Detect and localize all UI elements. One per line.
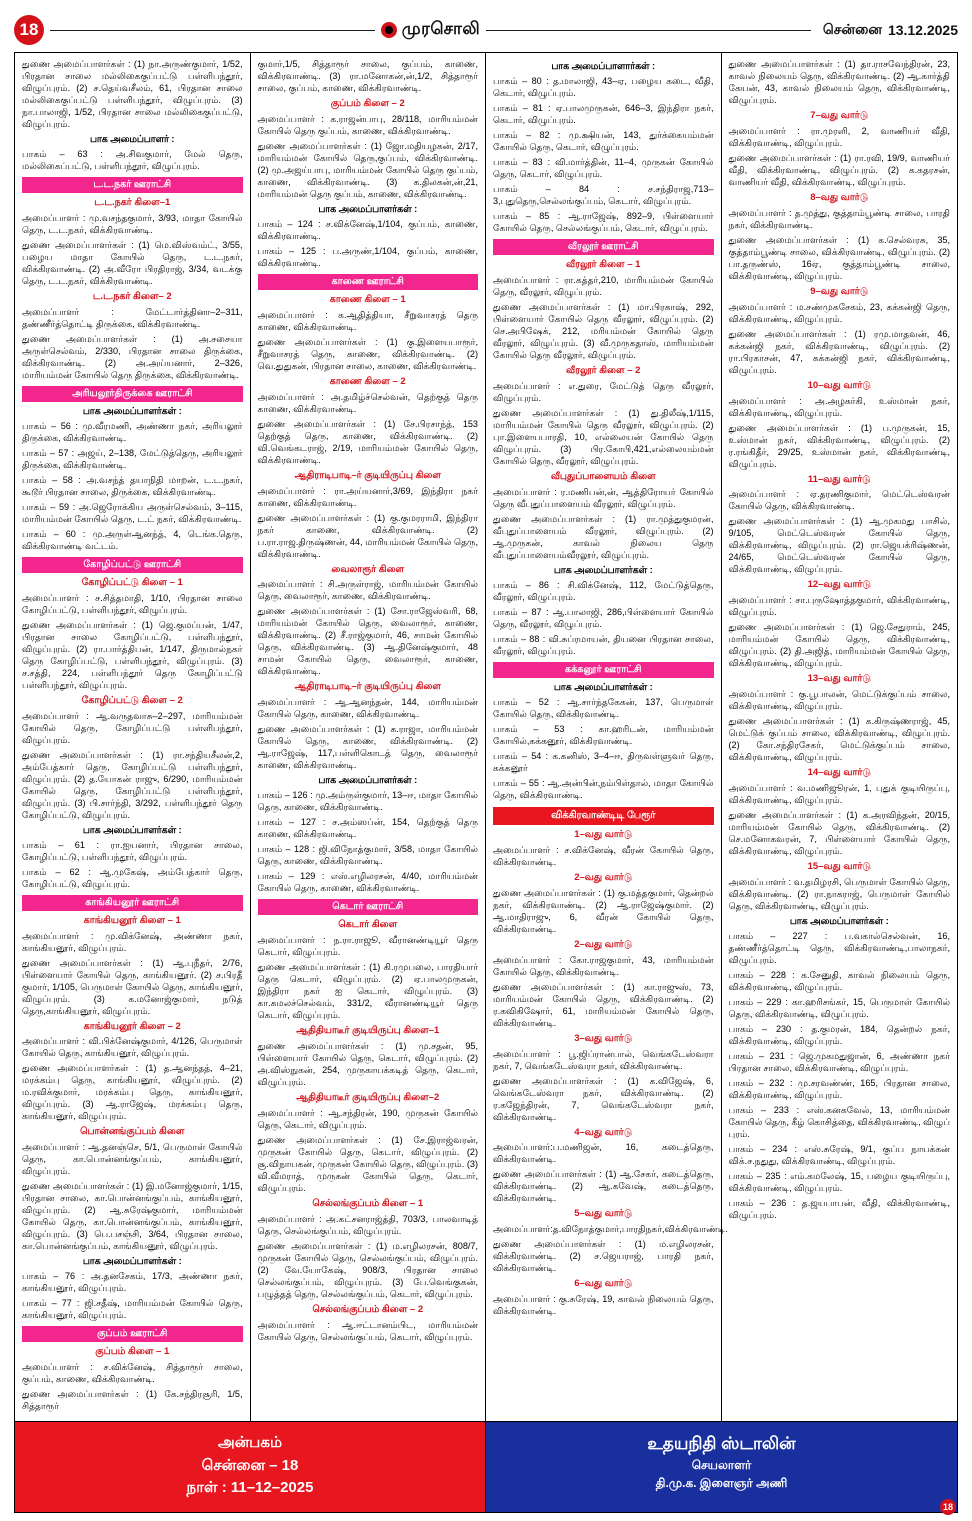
signatory-name: உதயநிதி ஸ்டாலின் <box>647 1434 796 1454</box>
town-heading: விக்கிரவாண்டிடி பேரூர் <box>493 807 714 825</box>
section-subheading: பாக அமைப்பாளர்கள் : <box>789 915 889 926</box>
paragraph: துணை அமைப்பாளர்கள் : (1) மா.பிரகாஷ், 292, பிள்ளையார் கோயில் தெரு வீரலூர், விழுப்புரம். (2) செ.அபிஷேக், 212, மரியம்மன் கோயில் தெரு வீரலூர், விழுப்புரம். (3) வீ.முருகதாஸ், மாரியம்மன் கோயில் தெரு வீரலூர், விழுப்புரம். <box>493 301 714 360</box>
paragraph: பாகம் – 61 : ரா.ஐயனார், பிரதான சாலை, கோழிப்பட்டு, பள்ளிபந்தூர், விழுப்புரம். <box>22 839 243 862</box>
paragraph: அமைப்பாளர் : எ.துரை, மேட்டுத் தெரு வீரலூர், விழுப்புரம். <box>493 380 714 403</box>
branch-heading: 4–வது வார்டு <box>574 1126 633 1138</box>
paragraph: துணை அமைப்பாளர்கள் : (1) மு.சதன், 95, பிள்ளையார் கோயில் தெரு, கெடார், விழுப்புரம். (2) அ.விஸ்நுகன், 254, முருகாயக்கடித் தெரு, கெடார், விழுப்புரம். <box>257 1041 478 1088</box>
paragraph: பாகம் – 126 : மு.அம்ருள்குமார், 13–ஈ, மாதா கோயில் தெரு, காணை, விக்கிரவாண்டி. <box>257 790 478 813</box>
section-subheading: பாக அமைப்பாளர்கள் : <box>553 564 653 575</box>
panchayat-heading: கெடார் ஊராட்சி <box>258 899 479 915</box>
branch-heading: வீரலூர் கிளை – 2 <box>566 364 641 376</box>
branch-heading: காணை கிளை – 2 <box>329 375 406 387</box>
paragraph: துணை அமைப்பாளர்கள் : (1) த.ஆனந்தத், 4–21, மரக்கம்பு தெரு, காங்கியனூர், விழுப்புரம். (2) ம.ரவிக்குமார், மரக்கம்பு தெரு, காங்கியனூர், விழுப்புரம். (3) ஆ.ராஜேஷ், மரக்கம்பு தெரு, காங்கியனூர், விழுப்புரம். <box>22 1063 243 1122</box>
paragraph: அமைப்பாளர் : வ.மணிஜூரன், 1, புதுக் குடியிருப்பு, விக்கிரவாண்டி, விழுப்புரம். <box>728 783 950 805</box>
column-4 <box>722 53 958 1421</box>
paragraph: அமைப்பாளர் : ஆ.ஆனந்தன், 144, மாரியம்மன் கோயில் தெரு, காணை, விக்கிரவாண்டி. <box>257 697 478 720</box>
paragraph: துணை அமைப்பாளர்கள் : (1) க.செல்வரசு, 35, குத்தாம்பூண்டி சாலை, விக்கிரவாண்டி, விழுப்புரம். (2) பா.தருண்ஸ், 16ஏ, குத்தாம்பூண்டி சாலை, விக்கிரவாண்டி, விழுப்புரம். <box>728 234 950 281</box>
panchayat-heading: குப்பம் ஊராட்சி <box>22 1326 243 1342</box>
paragraph: அமைப்பாளர் : வி.பிக்னேஷ்குமார், 4/126, பெருமாள் கோயில் தெரு, காங்கியனூர், விழுப்புரம். <box>22 1036 243 1059</box>
paragraph: துணை அமைப்பாளர்கள் : (1) ஆ.சேகர், கடைத்தெரு, விக்கிரவாண்டி. (2) ஆ.கவேஷ், கடைத்தெரு, விக்கிரவாண்டி. <box>493 1169 714 1204</box>
paragraph: அமைப்பாளர் : சி.அருள்ராஜ், மாரியம்மன் கோயில் தெரு, வைலாரூர், காணை, விக்கிரவாண்டி. <box>257 579 478 602</box>
branch-heading: குப்பம் கிளை – 2 <box>330 98 405 109</box>
paragraph: துணை அமைப்பாளர்கள் : (1) க.அரவிந்தன், 20/15, மாரியம்மன் கோயில் தெரு, விக்கிரவாண்டி. (2) செ.மனோகவரன், 7, பிள்ளையார் கோயில் தெரு, விக்கிரவாண்டி, விழுப்புரம். <box>728 810 950 856</box>
paragraph: பாகம் – 59 : அ.ஜெரோக்கிய அருள்செல்வம், 3–115, மாரியம்மன் கோயில் தெரு, ட.ட் நகர், விக்கிரவாண்டி. <box>22 501 243 524</box>
paragraph: துணை அமைப்பாளர்கள் : (1) ஜெ.குமப்பன், 1/47, பிரதான சாலை கோழிப்பட்டு, பள்ளிபந்தூர், விழுப்புரம். (2) ரா.பார்த்திபன், 1/147, திருமால்நகர் தெரு கோழிப்பட்டு, பள்ளிபந்தூர், விழுப்புரம். (3) ச.சத்தி, 224, பள்ளிபந்தூர் தெரு கோழிப்பட்டு பள்ளிபந்தூர், விழுப்புரம். <box>22 619 243 690</box>
branch-heading: கோழிப்பட்டு கிளை – 1 <box>81 576 183 588</box>
branch-heading: 2–வது வார்டு <box>574 938 633 950</box>
paragraph: துணை அமைப்பாளர்கள் : (1) சே.பிரசாந்த், 153 தெற்குத் தெரு, காணை, விக்கிரவாண்டி. (2) வி.வெங்கடராஜ், 2/19, மாரியம்மன் கோயில் தெரு, விக்கிரவாண்டி. <box>257 418 478 465</box>
paragraph: துணை அமைப்பாளர்கள் : (1) சோ.ராஜேஸ்வரி, 68, மாரியம்மன் கோயில் தெரு, வைலாரூர், காணை, விக்கிரவாண்டி. (2) சீ.ராஜ்குமார், 46, சாமன் கோயில் தெரு, விக்கிரவாண்டி. (3) ஆ.தினேஷ்குமார், 48 சாமன் கோயில் தெரு, வைலாரூர், காணை, விக்கிரவாண்டி. <box>257 606 478 677</box>
paragraph: பாகம் – 77 : ஜி.சதீஷ், மாரியம்மன் கோயில் தெரு, காங்கியனூர், விழுப்புரம். <box>22 1298 243 1321</box>
paragraph: அமைப்பாளர் : அ.தமிழ்ச்செல்வன், தெற்குத் தெரு காணை, விக்கிரவாண்டி. <box>257 391 478 414</box>
paragraph: பாகம் – 227 : ப.வகால்செல்வன், 16, தண்ணீர்த்தொட்டி தெரு, விக்கிரவாண்டி,பாலாநகர், விழுப்புரம். <box>728 930 950 965</box>
paragraph: பாகம் – 231 : ஜெ.முகமதுஜான், 6, அண்ணா நகர் பிரதான சாலை, விக்கிரவாண்டி, விழுப்புரம். <box>728 1050 950 1073</box>
branch-heading: 13–வது வார்டு <box>807 673 871 685</box>
paragraph: பாகம் – 53 : கா.ஹரிடன், மாரியம்மன் கோயில்,கக்கனூர், விக்கிரவாண்டி. <box>493 723 714 746</box>
paragraph: அமைப்பாளர் : ரா.கத்தர்,210, மாரியம்மன் கோயில் தெரு, வீரலூர், விழுப்புரம். <box>493 274 714 297</box>
corner-page-badge: 18 <box>940 1499 956 1515</box>
paragraph: துணை அமைப்பாளர்கள் : (1) ஜோ.மதியழகன், 2/17, மாரியம்மன் கோயில் தெரு,குப்பம், விக்கிரவாண்டி. (2) மு.அஜய்பாபு, மாரியம்மன் கோயில் தெரு குப்பம், காணை, விக்கிரவாண்டி. (3) க.திலகன்,ன்,21, மாரியம்மன் தெரு குப்பம், காணை, விக்கிரவாண்டி. <box>257 140 478 199</box>
paragraph: பாகம் – 85 : ஆ.ராஜேஷ், 892–9, பிள்ளையார் கோயில் தெரு, செல்லங்குப்பம், கெடார், விழுப்புரம். <box>493 211 714 234</box>
paragraph: அமைப்பாளர் : ரா.முரளி, 2, வாணியர் வீதி, விக்கிரவாண்டி, விழுப்புரம். <box>728 125 950 148</box>
column-1 <box>15 53 251 1421</box>
branch-heading: 2–வது வார்டு <box>574 871 633 883</box>
branch-heading: காங்கியனூர் கிளை – 1 <box>83 914 181 926</box>
section-subheading: பாக அமைப்பாளர்கள் : <box>318 775 418 786</box>
paragraph: அமைப்பாளர் : கு.பூபாலன், மெட்டுக்குப்பம் சாலை, விக்கிரவாண்டி, விழுப்புரம். <box>728 689 950 712</box>
panchayat-heading: காங்கியனூர் ஊராட்சி <box>22 895 243 911</box>
signature-footer <box>15 1421 957 1512</box>
branch-heading: குப்பம் கிளை – 1 <box>95 1346 170 1358</box>
branch-heading: கெடார் கிளை <box>338 919 398 931</box>
paragraph: அமைப்பாளர் : பூ.ஜிப்ரான்பால், வெங்கடேஸ்வரா நகர், 7, வெங்கடேஸ்வரா நகர், விக்கிரவாண்டி. <box>493 1048 714 1071</box>
paragraph: துணை அமைப்பாளர்கள் : (1) கு.குமரராமி, இந்திரா நகர் காணை, விக்கிரவாண்டி. (2) ப.ரா.ராஜ.திருஷ்ணன், 44, மாரியம்மன் கோயில் தெரு, விக்கிரவாண்டி. <box>257 512 478 559</box>
branch-heading: ஆதிதியாடீர் குடியிருப்பு கிளை–1 <box>296 1025 440 1037</box>
paragraph: துணை அமைப்பாளர்கள் : (1) அ.சசையா அருள்செல்வம், 2/330, பிரதான சாலை திருக்கை, விக்கிரவாண்டி. (2) அ.அய்யனார், 2–326, மாரியம்மன் கோயில் தெரு திருக்கை, விக்கிரவாண்டி. <box>22 333 243 380</box>
paragraph: துணை அமைப்பாளர்கள் : (1) சே.இராஜ்வரன், முருகன் கோயில் தெரு, கெடார், விழுப்புரம். (2) சூ.விநாயகன், முருகன் கோயில் தெரு, விழுப்புரம். (3) வி.வீமராத், முருகன் கோயில் தெரு, கெடார், விழுப்புரம். <box>257 1135 478 1193</box>
branch-heading: 14–வது வார்டு <box>807 767 871 779</box>
branch-heading: 9–வது வார்டு <box>810 285 869 297</box>
section-subheading: பாக அமைப்பாளர்கள் : <box>82 405 182 416</box>
paragraph: பாகம் – 82 : மு.க்ஷியன், 143, துர்க்கையம்மன் கோயில் தெரு, கெடார், விழுப்புரம். <box>493 130 714 153</box>
paragraph: பாகம் – 233 : எஸ்.கனகவேல், 13, மாரியம்மன் கோயில் தெரு, கீழ் கொசித்தை, விக்கிரவாண்டி, விழுப் புரம். <box>728 1104 950 1139</box>
column-3 <box>486 53 728 1421</box>
footer-place-line-1: அன்பகம் <box>217 1434 283 1452</box>
paragraph: பாகம் – 230 : த.குமரன், 184, தென்றல் நகர், விக்கிரவாண்டி, விழுப்புரம். <box>728 1023 950 1046</box>
branch-heading: பொன்னங்குப்பம் கிளை <box>80 1126 185 1138</box>
paragraph: பாகம் – 124 : ச.விக்னேஷ்,1/104, குப்பம், காணை, விக்கிரவாண்டி. <box>257 218 478 241</box>
masthead-rule-right <box>486 30 811 31</box>
paragraph: துணை அமைப்பாளர்கள் : (1) க.கிருஷ்ணராஜ், 45, மெட்டுக் குப்பம் சாலை, விக்கிரவாண்டி, விழுப்புரம். (2) கோ.சந்திரசேகர், மெட்டுக்குப்பம் சாலை, விக்கிரவாண்டி, விழுப்புரம். <box>728 716 950 763</box>
paragraph: அமைப்பாளர் : ஆ.வருதவாசு–2–297, மாரியம்மன் கோயில் தெரு, கோழிப்பட்டு பள்ளிபந்தூர், விழுப்புரம். <box>22 710 243 745</box>
paragraph: பாகம் – 54 : க.கனிஸ், 3–4–ஈ, திருவள்ளுவர் தெரு, கக்கனூர் <box>493 750 714 773</box>
paragraph: அமைப்பாளர் : ரா.அய்யனார்,3/69, இந்திரா நகர் காணை, விக்கிரவாண்டி. <box>257 485 478 508</box>
branch-heading: 10–வது வார்டு <box>807 379 871 391</box>
paragraph: பாகம் – 86 : சி.விக்னேஷ், 112, மேட்டுத்தெரு, வீரலூர், விழுப்புரம். <box>493 579 714 602</box>
paragraph: குமார்,1/5, சித்தாரூர் சாலை, குப்பம், காணை, விக்கிரவாண்டி. (3) ரா.மனோகன்,ன்,1/2, சித்தாரூர் சாலை, குப்பம், காணை, விக்கிரவாண்டி. <box>257 59 478 93</box>
branch-heading: காணை கிளை – 1 <box>329 293 406 305</box>
panchayat-heading: காணை ஊராட்சி <box>258 274 479 290</box>
paragraph: அமைப்பாளர்:த.விநோத்குமார்,பாரதிநகர்,விக்கிரவாண்டி. <box>493 1224 728 1235</box>
paragraph: அமைப்பாளர் : கோ.ராஜகுமார், 43, மாரியம்மன் கோயில் தெரு, விக்கிரவாண்டி. <box>493 954 714 977</box>
branch-heading: செல்லங்குப்பம் கிளை – 2 <box>312 1303 424 1315</box>
paragraph: அமைப்பாளர் : ஏ.தரணிகுமார், மெட்டெஸ்வரன் கோயில் தெரு, விக்கிரவாண்டி. <box>728 489 950 512</box>
section-subheading: பாக அமைப்பாளர்கள் : <box>82 824 182 835</box>
paragraph: பாகம் – 228 : க.சேனுதி, காவல் நிலையம் தெரு, விக்கிரவாண்டி, விழுப்புரம். <box>728 969 950 992</box>
branch-heading: கோழிப்பட்டு கிளை – 2 <box>81 694 183 706</box>
panchayat-heading: கக்கனூர் ஊராட்சி <box>493 662 714 678</box>
paragraph: அமைப்பாளர்:ப.மணிஜன், 16, கடைத்தெரு, விக்கிரவாண்டி. <box>493 1142 714 1165</box>
paragraph: துணை அமைப்பாளர்கள் : (1) ஜெ.சேதுராம், 245, மாரியம்மன் கோயில் தெரு, விக்கிரவாண்டி, விழுப்புரம். (2) தி.அஜித், மாரியம்மன் கோயில் தெரு, விக்கிரவாண்டி, விழுப்புரம். <box>728 622 950 669</box>
paragraph: அமைப்பாளர் : ர.மணிபன்,ன், ஆத்திரோயர் கோயில் தெரு வீபுதுப்பாளையம் வீரலூர், விழுப்புரம். <box>493 486 714 509</box>
branch-heading: வீரலூர் கிளை – 1 <box>566 259 641 271</box>
paragraph: துணை அமைப்பாளர்கள் : (1) கா.ராஜுஸ், 73, மாரியம்மன் கோயில் தெரு, விக்கிரவாண்டி. (2) ர.கவிகிஷோர், 61, மாரியம்மன் கோயில் தெரு, விக்கிரவாண்டி. <box>493 981 714 1028</box>
paragraph: அமைப்பாளர் : ச.விக்னேஷ், சித்தாரூர் சாலை, குப்பம், காணை, விக்கிரவாண்டி. <box>22 1362 243 1385</box>
paragraph: பாகம் – 236 : த.ஜயபாபன், வீதி, விக்கிரவாண்டி, விழுப்புரம். <box>728 1197 950 1220</box>
paragraph: அமைப்பாளர் : த.முத்து, குத்தாம்பூண்டி சாலை, பாரதி நகர், விக்கிரவாண்டி. <box>728 207 950 230</box>
section-subheading: பாக அமைப்பாளர்கள் : <box>318 203 418 214</box>
paragraph: துணை அமைப்பாளர்கள் : (1) ப.முருகன், 15, உஸ்மான் நகர், விக்கிரவாண்டி, விழுப்புரம். (2) ர.ரங்கிதீர், 29/25, உஸ்மான் நகர், விக்கிரவாண்டி, விழுப்புரம். <box>728 422 950 469</box>
branch-heading: 15–வது வார்டு <box>807 861 871 872</box>
paragraph: அமைப்பாளர் : ம.சண்முகசேகம், 23, கக்கன்ஜி தெரு, விக்கிரவாண்டி, விழுப்புரம். <box>728 301 950 324</box>
content-frame <box>14 52 958 1513</box>
paragraph: அமைப்பாளர் : ச.விக்னேஷ், வீரன் கோயில் தெரு, விக்கிரவாண்டி. <box>493 844 714 867</box>
section-subheading: பாக அமைப்பாளர்கள் : <box>553 681 653 692</box>
paragraph: பாகம் – 129 : எஸ்.எழிலரசன், 4/40, மாரியம்மன் கோயில் தெரு, காணை, விக்கிரவாண்டி. <box>257 871 478 894</box>
footer-place-line-2: சென்னை – 18 <box>201 1456 299 1474</box>
branch-heading: காங்கியனூர் கிளை – 2 <box>83 1020 181 1032</box>
paragraph: துணை அமைப்பாளர்கள் : (1) து.திலீஷ்,1/115, மாரியம்மன் கோயில் தெரு வீரலூர், விழுப்புரம். (2) புா.இளையபாரதி, 10, எல்லையன் கோயில் தெரு விழுப்புரம். (3) பிர.கோபி,421,எல்லையம்மன் கோயில் தெரு, வீரலூர், விழுப்புரம். <box>493 407 714 466</box>
paragraph: துணை அமைப்பாளர்கள் : (1) கி.ரமுபலை, பாரதியார் தெரு கெடார், விழுப்புரம். (2) ஏ.பாலமுருகன், இந்திரா நகர் ஐ கெடார், விழுப்புரம். (3) கா.கமலச்செல்வம், 331/2, வீரானண்டியூர் தெரு கெடார், விழுப்புரம். <box>257 962 478 1021</box>
column-grid <box>15 53 957 1421</box>
panchayat-heading: வீரலூர் ஊராட்சி <box>493 239 714 255</box>
paragraph: அமைப்பாளர் : வ.தமிழரசி, பெருமாள் கோயில் தெரு, விக்கிரவாண்டி. (2) ரா.நாகராஜ், பெருமாள் கோயில் தெரு, விக்கிரவாண்டி, விழுப்புரம். <box>728 876 950 911</box>
masthead <box>14 10 958 50</box>
footer-place-line-3: நாள் : 11–12–2025 <box>186 1479 314 1497</box>
paragraph: துணை அமைப்பாளர்கள் : (1) க.விஜேஷ், 6, வெங்கடேஸ்வரா நகர், விக்கிரவாண்டி. (2) ர.கஜேந்திரன், 7, வெங்கடேஸ்வரா நகர், விக்கிரவாண்டி. <box>493 1075 714 1122</box>
issue-date: 13.12.2025 <box>887 22 959 38</box>
paragraph: பாகம் – 235 : எம்.கமலேஷ், 15, பழைய குடியிருப்பு, விக்கிரவாண்டி, விழுப்புரம். <box>728 1170 950 1193</box>
sun-icon <box>381 22 397 38</box>
edition-label: சென்னை <box>822 20 882 37</box>
paragraph: பாகம் – 127 : ச.அம்ஸப்ன், 154, தெற்குத் தெரு காணை, விக்கிரவாண்டி. <box>257 817 478 840</box>
paragraph: பாகம் – 57 : அஜய், 2–138, மேட்டுத்தெரு, அரியலூர் திருக்கை, விக்கிரவாண்டி. <box>22 447 243 470</box>
panchayat-heading: ட.ட.நகர் ஊராட்சி <box>22 177 243 193</box>
paragraph: பாகம் – 88 : வி.சுப்ரமாயன், தியனை பிரதான சாலை, வீரலூர், விழுப்புரம். <box>493 633 714 656</box>
branch-heading: ஆதிராடிபாடி–ர் குடியிருப்பு கிளை <box>294 681 441 693</box>
panchayat-heading: கோழிப்பட்டு ஊராட்சி <box>22 557 243 573</box>
paragraph: துணை அமைப்பாளர்கள் : (1) ரா.முத்துகுமரன், வீபுதுப்பாளையம் வீரலூர், விழுப்புரம். (2) ஆ.முருகன், காவல் நிலைய தெரு வீபுதுப்பாளையம்வீரலூர், விழுப்புரம். <box>493 513 714 560</box>
paragraph: துணை அமைப்பாளர்கள் : (1) கு.இளையபாரூர், சீறுவாசரத் தெரு, காணை, விக்கிரவாண்டி. (2) வெ.துதுகன், பிரதான சாலை, காணை, விக்கிரவாண்டி. <box>257 336 478 371</box>
paragraph: பாகம் – 80 : த.மாலாஜி, 43–ஏ, பழைய கடை, வீதி, கெடார், விழுப்புரம். <box>493 76 714 99</box>
paragraph: பாகம் – 87 : ஆ.பாலாஜி, 286,பிள்ளையார் கோயில் தெரு, வீரலூர், விழுப்புரம். <box>493 606 714 629</box>
paragraph: அமைப்பாளர் : ச.சித்தமாதி, 1/10, பிரதான சாலை கோழிப்பட்டு, பள்ளிபந்தூர், விழுப்புரம். <box>22 592 243 615</box>
section-subheading: பாக அமைப்பாளர்கள் : <box>82 1256 182 1267</box>
section-subheading: பாக அமைப்பாளார்கள் : <box>551 61 656 71</box>
branch-heading: 6–வது வார்டு <box>574 1278 633 1290</box>
column-2 <box>251 53 487 1421</box>
branch-heading: வைலாரூர் கிளை <box>331 563 405 575</box>
paragraph: பாகம் – 81 : ஏ.பாலமுருகன், 646–3, இந்திரா நகர், கெடார், விழுப்புரம். <box>493 103 714 126</box>
paragraph: துணை அமைப்பாளர்கள் : (1) க.ராஜா, மாரியம்மன் கோயில் தெரு, காணை, விக்கிரவாண்டி. (2) ஆ.ராஜேஷ், 117,பள்ளிகொடத் தெரு, வைலாரூர் காணை, விக்கிரவாண்டி. <box>257 724 478 771</box>
paragraph: அமைப்பாளர் : மு.விக்னேஷ், அண்ணா நகர், காங்கியனூர், விழுப்புரம். <box>22 930 243 953</box>
branch-heading: செல்லங்குப்பம் கிளை – 1 <box>312 1198 424 1209</box>
paragraph: பாகம் – 84 : ச.சந்திராஜ,713–3,புதுதெரு,செல்லங்குப்பம், கெடார், விழுப்புரம். <box>493 184 714 207</box>
paragraph: பாகம் – 62 : ஆ.முகேஷ், அம்பேத்கார் தெரு, கோழிப்பட்டு, விழுப்புரம். <box>22 866 243 889</box>
paragraph: அமைப்பாளர் : ந.ரா.ராஜூ, வீரானண்டியூர் தெரு கெடார், விழுப்புரம். <box>257 935 478 958</box>
branch-heading: 8–வது வார்டு <box>810 191 869 203</box>
paragraph: அமைப்பாளர் : மு.வசந்தகுமார், 3/93, மாதா கோயில் தெரு, ட.ட.நகர், விக்கிரவாண்டி. <box>22 212 243 235</box>
paragraph: அமைப்பாளர் : ஆ.ஈட்டானம்பிட, மாரியம்மன் கோயில் தெரு, செல்லங்குப்பம், கெடார், விழுப்புரம். <box>257 1319 478 1342</box>
paragraph: துணை அமைப்பாளர்கள் : (1) ஆ.புநீதர், 2/76, பிள்ளையார் கோயில் தெரு, காங்கியனூர். (2) ச.பிரதீ குமார், 1/105, பெருமாள் கோயில் தெரு, காங்கியனூர், விழுப்புரம். (3) க.மனோஜ்குமார், நடுத் தெரு,காங்கியனூர், விழுப்புரம். <box>22 957 243 1016</box>
signatory-role: செயலாளர் <box>691 1458 752 1473</box>
branch-heading: ட.ட.நகர் கிளை–1 <box>94 197 171 209</box>
paragraph: துணை அமைப்பாளர்கள் : (1) மெ.விஸ்வம்ட், 3/55, பழைய மாதா கோயில் தெரு, ட.ட.நகர், விக்கிரவாண்டி. (2) அ.வீரோ பிரதிராஜ், 3/34, வடக்கு தெரு, ட.ட.நகர், விக்கிரவாண்டி. <box>22 239 243 286</box>
panchayat-heading: அரியலூர்திருக்கை ஊராட்சி <box>22 386 243 402</box>
branch-heading: 12–வது வார்டு <box>807 579 871 591</box>
paragraph: அமைப்பாளர் : கு.சுரேஷ், 19, காவல் நிலையம் தெரு, விக்கிரவாண்டி. <box>493 1294 714 1317</box>
footer-place-box <box>15 1422 486 1512</box>
paragraph: பாகம் – 128 : ஜி.விநோத்குமார், 3/58, மாதா கோயில் தெரு, காணை, விக்கிரவாண்டி. <box>257 844 478 867</box>
paragraph: துணை அமைப்பாளர்கள் : (1) தா.ராசவேந்திரன், 23, காவல் நிலையம் தெரு, விக்கிரவாண்டி. (2) ஆ.கார்த்தி கேயன், 43, காவல் நிலையம் தெரு, விக்கிரவாண்டி, விழுப்புரம். <box>728 59 950 105</box>
paragraph: பாகம் – 232 : மு.சரவண்ண், 165, பிரதான சாலை, விக்கிரவாண்டி, விழுப்புரம். <box>728 1077 950 1100</box>
paragraph: துணை அமைப்பாளர்கள் : (1) ரமு.மாதவன், 46, கக்கன்ஜி நகர், விக்கிரவாண்டி, விழுப்புரம். (2) ரா.பிரகாசன், 47, கக்கன்ஜி நகர், விக்கிரவாண்டி, விழுப்புரம். <box>728 328 950 375</box>
paragraph: பாகம் – 63 : அ.சிவகுமார், மேல் தெரு, மல்லிகைப்பட்டு, பள்ளிபந்தூர், விழுப்புரம். <box>22 149 243 172</box>
paragraph: அமைப்பாளர் : ஆ.தனஞ்செ, 5/1, பெருமாள் கோயில் தெரு, கா.பொன்னங்குப்பம், காங்கியனூர், விழுப்புரம். <box>22 1142 243 1177</box>
branch-heading: 3–வது வார்டு <box>574 1032 633 1044</box>
paragraph: பாகம் – 125 : ப.அருண்,1/104, குப்பம், காணை, விக்கிரவாண்டி. <box>257 245 478 268</box>
paragraph: பாகம் – 83 : வி.மார்த்தின், 11–4, முருகன் கோயில் தெரு, கெடார், விழுப்புரம். <box>493 157 714 180</box>
section-subheading: பாக அமைப்பாளர் : <box>89 134 175 144</box>
paragraph: பாகம் – 58 : அ.வசந்த் தயாநிதி மாறன், ட.ட.நகர், கூடூர் பிரதான சாலை, திருக்கை, விக்கிரவாண்டி. <box>22 474 243 497</box>
paragraph: பாகம் – 76 : அ.தனசேகம், 17/3, அண்ணா நகர், காங்கியனூர், விழுப்புரம். <box>22 1271 243 1294</box>
paragraph: துணை அமைப்பாளர்கள் : (1) இ.மனோஜ்குமார், 1/15, பிரதான சாலை, கா.பொன்னங்குப்பம், காங்கியனூர், விழுப்புரம். (2) ஆ.சுரேஷ்குமார், மாரியம்மன் கோயில் தெரு, கா.பொன்னங்குப்பம், காங்கியனூர், விழுப்புரம். (3) பெ.பசஞ்சி, 3/64, பிரதான சாலை, கா.பொன்னங்குப்பம், காங்கியனூர், விழுப்புரம். <box>22 1181 243 1252</box>
footer-signatory-box <box>486 1422 957 1512</box>
paragraph: பாகம் – 60 : மு.அருள்ஆனந்த், 4, டெங்க.தெரு, விக்கிரவாண்டி வட்டம். <box>22 528 243 551</box>
paragraph: துணை அமைப்பாளர்கள் : (1) கு.மத்தகுமார், தென்றல் நகர், விக்கிரவாண்டி. (2) ஆ.ராஜேஷ்குமார். (2) ஆ.மாதிராஜு, 6, வீரன் கோயில் தெரு, விக்கிரவாண்டி. <box>493 887 714 934</box>
signatory-org: தி.மு.க. இளைஞர் அணி <box>655 1476 788 1491</box>
paragraph: அமைப்பாளர் : க.ராஜன்பாபு, 28/118, மாரியம்மன் கோயில் தெரு குப்பம், காணை, விக்கிரவாண்டி. <box>257 113 478 136</box>
paragraph: அமைப்பாளர் : அ.அழகர்கி, உஸ்மான் நகர், விக்கிரவாண்டி, விழுப்புரம். <box>728 395 950 418</box>
paragraph: பாகம் – 234 : எஸ்.சுரேஷ், 9/1, குப்ப நாயக்கன் விக்.ச.நதுது, விக்கிரவாண்டி, விழுப்புரம். <box>728 1143 950 1166</box>
branch-heading: 11–வது வார்டு <box>807 473 871 485</box>
paragraph: அமைப்பாளர் : மேட்டார்த்தினா–2–311, தண்ணீர்த்தொட்டி திருக்கை, விக்கிரவாண்டி. <box>22 306 243 329</box>
branch-heading: 7–வது வார்டு <box>810 110 869 121</box>
branch-heading: ஆதிராடிபாடி–ர் குடியிருப்பு கிளை <box>294 469 441 481</box>
branch-heading: ஆதிதியாடீர் குடியிருப்பு கிளை–2 <box>296 1092 440 1104</box>
paragraph: அமைப்பாளர் : சா.புருஷோத்தகுமார், விக்கிரவாண்டி, விழுப்புரம். <box>728 595 950 618</box>
paragraph: துணை அமைப்பாளர்கள் : (1) கே.சந்திரசூரி, 1/5, சித்தாரூர் <box>22 1389 243 1412</box>
publication-title: முரசொலி <box>401 19 481 38</box>
paragraph: துணை அமைப்பாளர்கள் : (1) ரா.ரவி, 19/9, வாணியர் வீதி, விக்கிரவாண்டி, விழுப்புரம். (2) க.கதரசன், வாணியர் வீதி, விக்கிரவாண்டி, விழுப்புரம். <box>728 152 950 187</box>
paragraph: துணை அமைப்பாளர்கள் : (1) ம.எழிலரசன், விக்கிரவாண்டி. (2) ச.ஜெயராஜ், பாரதி நகர், விக்கிரவாண்டி. <box>493 1239 714 1274</box>
page-number-badge: 18 <box>14 15 44 45</box>
paragraph: அமைப்பாளர் : அ.கட்சனராஜ்த்தி, 703/3, பாலவாடித் தெரு, செல்லங்குப்பம், விழுப்புரம். <box>257 1213 478 1236</box>
paragraph: அமைப்பாளர் : க.ஆதித்தியா, சீறுவாசரத் தெரு காணை, விக்கிரவாண்டி. <box>257 309 478 332</box>
branch-heading: 5–வது வார்டு <box>574 1208 633 1220</box>
branch-heading: 1–வது வார்டு <box>574 829 633 841</box>
paragraph: பாகம் – 55 : ஆ.அன்பின்,நம்பிள்தால், மாதா கோயில் தெரு, விக்கிரவாண்டி. <box>493 777 714 800</box>
paragraph: அமைப்பாளர் : ஆ.சந்திரன், 190, முருகன் கோயில் தெரு, கெடார், விழுப்புரம். <box>257 1108 478 1130</box>
paragraph: துணை அமைப்பாளர்கள் : (1) ரா.சந்தியசீலன்,2, அம்பேத்கார் தெரு, கோழிப்பட்டு பள்ளிபந்தூர், விழுப்புரம். (2) த.யோகன் ராஜு, 6/290, மாரியம்மன் கோயில் தெரு, கோழிப்பட்டு பள்ளிபந்தூர், விழுப்புரம். (3) பி.சார்ந்தி, 3/292, பள்ளிபந்தூர் தெரு கோழிப்பட்டு, விழுப்புரம். <box>22 749 243 820</box>
paragraph: துணை அமைப்பாளர்கள் : (1) நா.அருண்குமார், 1/52, பிரதான சாலை மல்லிகைகுப்பட்டு பள்ளிபந்தூர், விழுப்புரம். (2) ச.தெய்வசீலம், 61, பிரதான சாலை மல்லிகைகுப்பட்டு பள்ளிபந்தூர், விழுப்புரம். (3) நா.பாலாஜி, 1/52, பிரதான சாலை மல்லிகைகுப்பட்டு, விழுப்புரம். <box>22 59 243 129</box>
paragraph: பாகம் – 52 : ஆ.சார்ந்தகேகன், 137, பெருமாள் கோயில் தெரு, விக்கிரவாண்டி. <box>493 696 714 719</box>
paragraph: துணை அமைப்பாளர்கள் : (1) ம.எழிலரசன், 808/7, முருகன் கோயில் தெரு, செல்லங்குப்பம், விழுப்புரம். (2) வே.யோகேஷ், 908/3, பிரதான சாலை செல்லங்குப்பம், விழுப்புரம். (3) பே.வெங்குகன், பழுத்தத் தெரு, செல்லங்குப்பம், கெடார், விழுப்புரம். <box>257 1240 478 1299</box>
paragraph: துணை அமைப்பாளர்கள் : (1) ஆ.முகமது பாசில், 9/105, மெட்டெஸ்வரன் கோயில் தெரு, விக்கிரவாண்டி, விழுப்புரம். (2) ரா.ஜெயக்ரிஷ்ணன், 24/65, மெட்டெஸ்வரன் கோயில் தெரு, விக்கிரவாண்டி, விழுப்புரம். <box>728 516 950 575</box>
masthead-logo <box>381 19 481 41</box>
masthead-rule-left <box>50 30 375 31</box>
branch-heading: ட.ட.நகர் கிளை– 2 <box>92 290 172 302</box>
paragraph: பாகம் – 56 : மு.வீரமணி, அண்ணா நகர், அரியலூர் திருக்கை, விக்கிரவாண்டி. <box>22 420 243 443</box>
paragraph: பாகம் – 229 : கா.ஹரிசங்கர், 15, பெருமாள் கோயில் தெரு, விக்கிரவாண்டி, விழுப்புரம். <box>728 996 950 1019</box>
branch-heading: வீபுதுப்பாளையம் கிளை <box>550 470 656 482</box>
